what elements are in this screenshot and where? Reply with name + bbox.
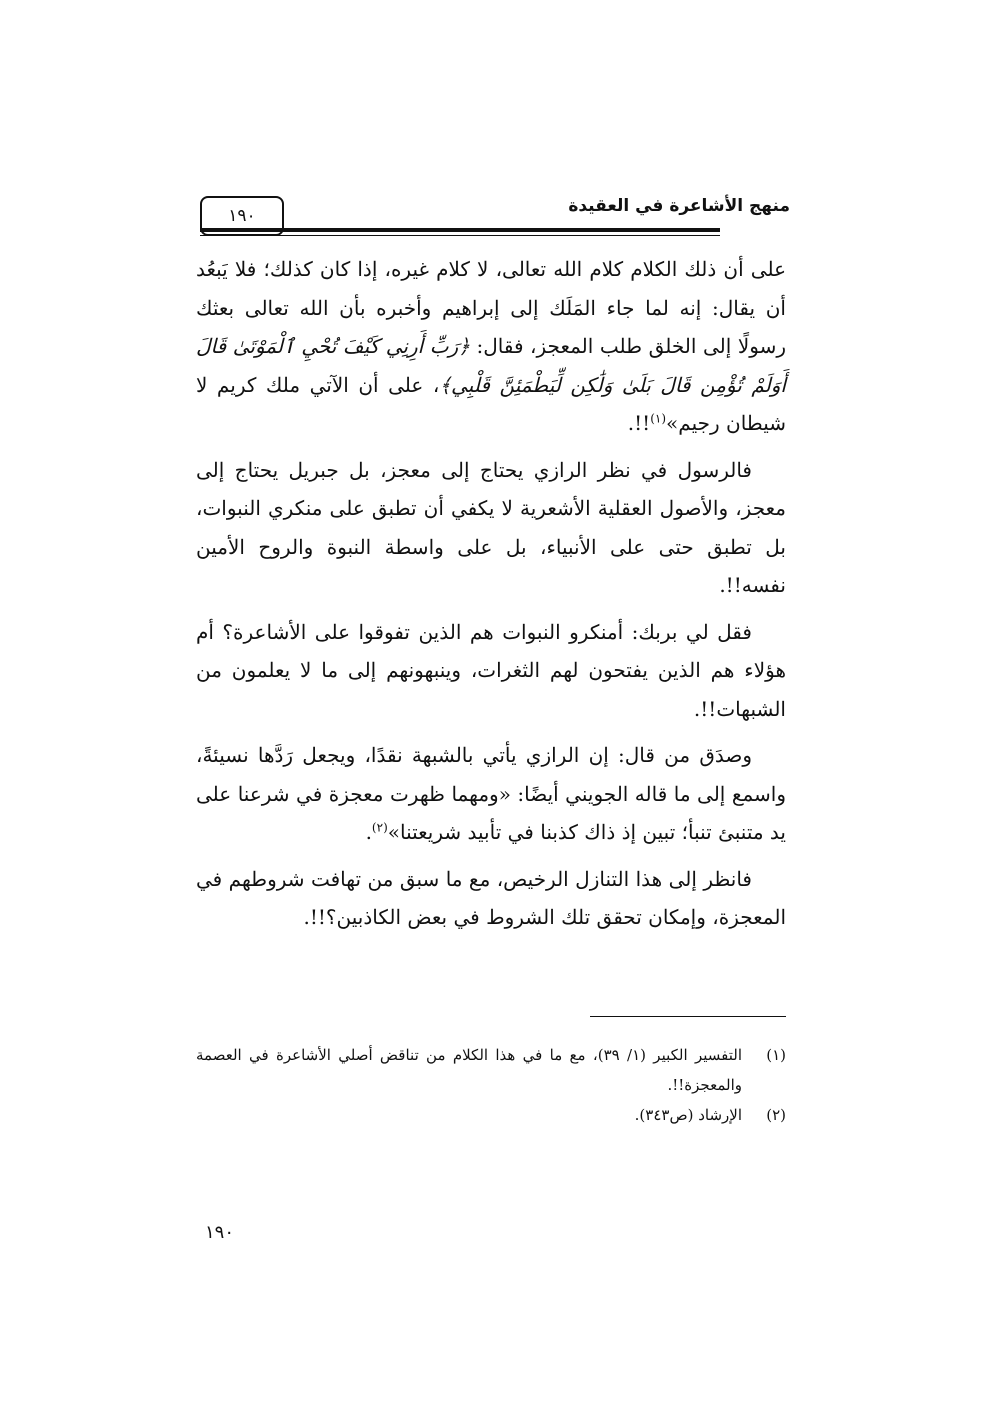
quran-verse: ﴿رَبِّ أَرِنِي كَيْفَ تُحْيِ ٱلْمَوْتَىٰ قَالَ أَوَلَمْ تُؤْمِن قَالَ بَلَىٰ وَلَٰكِن لِّيَطْمَئِنَّ قَلْبِي﴾	[196, 334, 786, 397]
paragraph-4	[196, 736, 786, 852]
footnotes	[196, 1040, 786, 1130]
footnote-separator	[590, 1016, 786, 1017]
footnote-text: التفسير الكبير (١/ ٣٩)، مع ما في هذا الكلام من تناقض أصلي الأشاعرة في العصمة والمعجزة!!.	[196, 1046, 743, 1094]
footnote-text: الإرشاد (ص٣٤٣).	[634, 1106, 742, 1124]
paragraph-2: فالرسول في نظر الرازي يحتاج إلى معجز، بل جبريل يحتاج إلى معجز، والأصول العقلية الأشعرية لا يكفي أن تطبق على منكري النبوات، بل تطبق حتى على الأنبياء، بل على واسطة النبوة والروح الأمين نفسه!!.	[196, 457, 786, 597]
paragraph-4-text: وصدَق من قال: إن الرازي يأتي بالشبهة نقدًا، ويجعل رَدَّها نسيئةً، واسمع إلى ما قاله الجويني أيضًا: «ومهما ظهرت معجزة في شرعنا على يد متنبئ تنبأ؛ تبين إذ ذاك كذبنا في تأبيد شريعتنا»	[196, 743, 787, 844]
paragraph-1	[196, 250, 786, 443]
footnote-2	[196, 1100, 786, 1130]
paragraph-1-text: على أن ذلك الكلام كلام الله تعالى، لا كلام غيره، إذا كان كذلك؛ فلا يَبعُد أن يقال: إنه لما جاء المَلَك إلى إبراهيم وأخبره بأن الله تعالى بعثك رسولًا إلى الخلق طلب المعجز، فقال:	[196, 257, 786, 358]
paragraph-4-end: .	[365, 820, 372, 844]
paragraph-1-end: !!.	[627, 411, 651, 435]
header-rule-thin	[200, 235, 720, 236]
footnote-ref-2[interactable]: (٢)	[371, 820, 388, 835]
header-rule-thick	[200, 228, 720, 232]
footnote-1	[196, 1040, 786, 1100]
footnote-ref-1[interactable]: (١)	[650, 411, 667, 426]
footer-page-number: ١٩٠	[205, 1222, 235, 1243]
page-header	[200, 196, 790, 242]
paragraph-5: فانظر إلى هذا التنازل الرخيص، مع ما سبق من تهافت شروطهم في المعجزة، وإمكان تحقق تلك الشروط في بعض الكاذبين؟!!.	[196, 866, 786, 929]
paragraph-3: فقل لي بربك: أمنكرو النبوات هم الذين تفوقوا على الأشاعرة؟ أم هؤلاء هم الذين يفتحون لهم الثغرات، وينبهونهم إلى ما لا يعلمون من الشبهات!!.	[196, 619, 786, 721]
paragraph-1-text-2: ، على أن الآتي ملك كريم لا شيطان رجيم»	[196, 372, 786, 435]
header-title: منهج الأشاعرة في العقيدة	[568, 196, 790, 216]
body-text	[196, 250, 786, 945]
footnote-number: (١)	[766, 1046, 786, 1064]
footnote-number: (٢)	[766, 1106, 786, 1124]
header-page-number: ١٩٠	[200, 196, 284, 236]
